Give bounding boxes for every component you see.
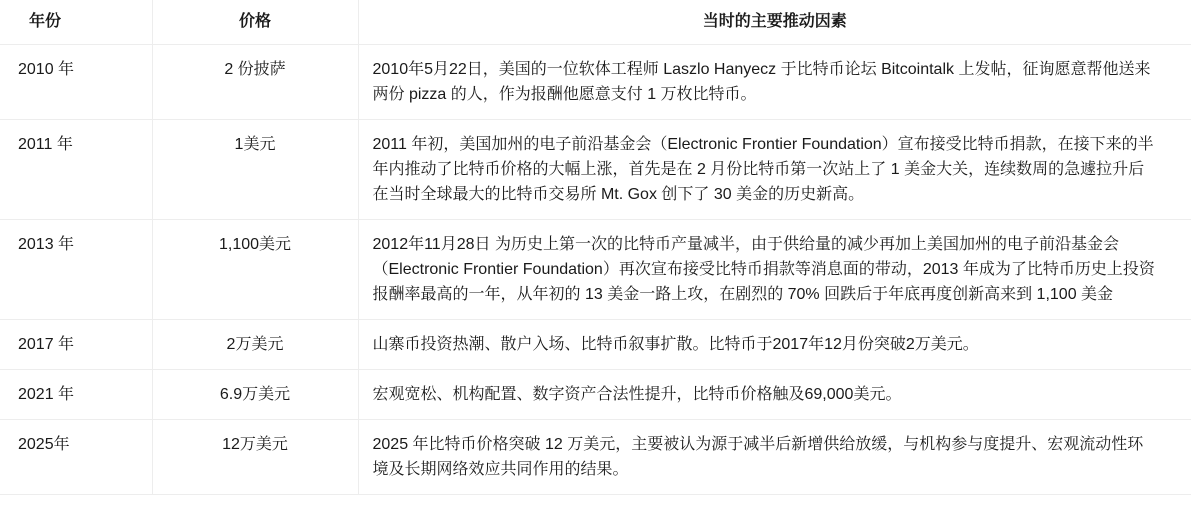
table-body — [0, 45, 1191, 495]
column-header-price: 价格 — [152, 0, 358, 45]
header-row — [0, 0, 1191, 45]
factor-cell: 2012年11月28日 为历史上第一次的比特币产量减半，由于供给量的减少再加上美国加州的电子前沿基金会（Electronic Frontier Foundation）再次宣布接受比特币捐款等消息面的带动，2013 年成为了比特币历史上投资报酬率最高的一年，从年初的 13 美金一路上攻，在剧烈的 70% 回跌后于年底再度创新高来到 1,100 美金 — [358, 220, 1191, 320]
factor-cell: 宏观宽松、机构配置、数字资产合法性提升，比特币价格触及69,000美元。 — [358, 370, 1191, 420]
column-header-factor: 当时的主要推动因素 — [358, 0, 1191, 45]
year-cell: 2011 年 — [0, 120, 152, 220]
table-row — [0, 420, 1191, 495]
price-cell: 12万美元 — [152, 420, 358, 495]
year-cell: 2010 年 — [0, 45, 152, 120]
table-row — [0, 320, 1191, 370]
factor-cell: 2010年5月22日，美国的一位软体工程师 Laszlo Hanyecz 于比特币论坛 Bitcointalk 上发帖，征询愿意帮他送来两份 pizza 的人，作为报酬他愿意支付 1 万枚比特币。 — [358, 45, 1191, 120]
price-cell: 1,100美元 — [152, 220, 358, 320]
table-row — [0, 370, 1191, 420]
factor-cell: 2011 年初，美国加州的电子前沿基金会（Electronic Frontier Foundation）宣布接受比特币捐款，在接下来的半年内推动了比特币价格的大幅上涨，首先是在 2 月份比特币第一次站上了 1 美金大关，连续数周的急遽拉升后在当时全球最大的比特币交易所 Mt. Gox 创下了 30 美金的历史新高。 — [358, 120, 1191, 220]
year-cell: 2017 年 — [0, 320, 152, 370]
column-header-year: 年份 — [0, 0, 152, 45]
price-cell: 1美元 — [152, 120, 358, 220]
year-cell: 2025年 — [0, 420, 152, 495]
price-cell: 6.9万美元 — [152, 370, 358, 420]
table-row — [0, 45, 1191, 120]
price-cell: 2 份披萨 — [152, 45, 358, 120]
year-cell: 2021 年 — [0, 370, 152, 420]
year-cell: 2013 年 — [0, 220, 152, 320]
factor-cell: 山寨币投资热潮、散户入场、比特币叙事扩散。比特币于2017年12月份突破2万美元。 — [358, 320, 1191, 370]
table-row — [0, 120, 1191, 220]
table-header — [0, 0, 1191, 45]
price-cell: 2万美元 — [152, 320, 358, 370]
table-row — [0, 220, 1191, 320]
factor-cell: 2025 年比特币价格突破 12 万美元，主要被认为源于减半后新增供给放缓，与机构参与度提升、宏观流动性环境及长期网络效应共同作用的结果。 — [358, 420, 1191, 495]
